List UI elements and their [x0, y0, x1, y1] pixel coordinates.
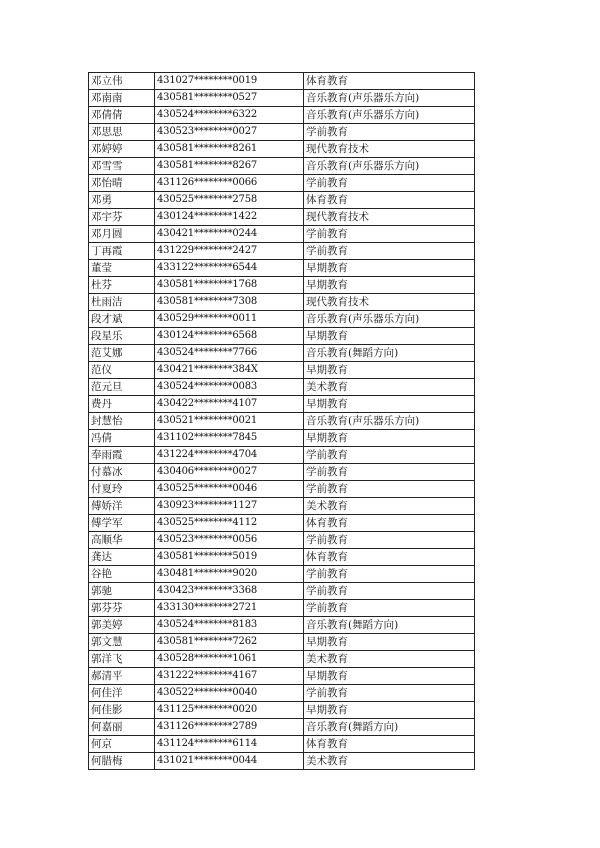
major-cell: 早期教育	[304, 634, 475, 651]
major-cell: 早期教育	[304, 328, 475, 345]
table-row	[89, 464, 475, 481]
major-cell: 早期教育	[304, 430, 475, 447]
name-cell: 杜芬	[89, 277, 155, 294]
id-number-cell: 430524********7766	[155, 345, 304, 362]
major-cell: 美术教育	[304, 651, 475, 668]
name-cell: 何佳影	[89, 702, 155, 719]
major-cell: 学前教育	[304, 464, 475, 481]
table-row	[89, 192, 475, 209]
id-number-cell: 431229********2427	[155, 243, 304, 260]
name-cell: 封慧怡	[89, 413, 155, 430]
id-number-cell: 431102********7845	[155, 430, 304, 447]
name-cell: 范仪	[89, 362, 155, 379]
major-cell: 音乐教育(声乐器乐方向)	[304, 413, 475, 430]
id-number-cell: 430421********0244	[155, 226, 304, 243]
id-number-cell: 430581********7262	[155, 634, 304, 651]
id-number-cell: 433122********6544	[155, 260, 304, 277]
table-row	[89, 600, 475, 617]
major-cell: 音乐教育(舞蹈方向)	[304, 345, 475, 362]
table-row	[89, 209, 475, 226]
id-number-cell: 430581********1768	[155, 277, 304, 294]
major-cell: 体育教育	[304, 73, 475, 90]
major-cell: 早期教育	[304, 260, 475, 277]
major-cell: 音乐教育(声乐器乐方向)	[304, 311, 475, 328]
major-cell: 学前教育	[304, 481, 475, 498]
major-cell: 学前教育	[304, 532, 475, 549]
major-cell: 学前教育	[304, 243, 475, 260]
table-row	[89, 396, 475, 413]
id-number-cell: 430581********5019	[155, 549, 304, 566]
name-cell: 邓勇	[89, 192, 155, 209]
id-number-cell: 431224********4704	[155, 447, 304, 464]
table-row	[89, 243, 475, 260]
table-row	[89, 566, 475, 583]
id-number-cell: 430581********8267	[155, 158, 304, 175]
name-cell: 谷艳	[89, 566, 155, 583]
major-cell: 学前教育	[304, 124, 475, 141]
name-cell: 费丹	[89, 396, 155, 413]
id-number-cell: 431027********0019	[155, 73, 304, 90]
id-number-cell: 430523********0027	[155, 124, 304, 141]
major-cell: 现代教育技术	[304, 141, 475, 158]
name-cell: 何佳洋	[89, 685, 155, 702]
table-row	[89, 175, 475, 192]
name-cell: 傅学军	[89, 515, 155, 532]
id-number-cell: 431021********0044	[155, 753, 304, 770]
major-cell: 早期教育	[304, 277, 475, 294]
table-row	[89, 158, 475, 175]
id-number-cell: 433130********2721	[155, 600, 304, 617]
table-row	[89, 719, 475, 736]
name-cell: 段星乐	[89, 328, 155, 345]
id-number-cell: 430521********0021	[155, 413, 304, 430]
major-cell: 学前教育	[304, 175, 475, 192]
id-number-cell: 430481********9020	[155, 566, 304, 583]
major-cell: 早期教育	[304, 362, 475, 379]
id-number-cell: 431126********0066	[155, 175, 304, 192]
name-cell: 冯倩	[89, 430, 155, 447]
major-cell: 学前教育	[304, 566, 475, 583]
major-cell: 音乐教育(舞蹈方向)	[304, 617, 475, 634]
name-cell: 郭美婷	[89, 617, 155, 634]
id-number-cell: 430422********4107	[155, 396, 304, 413]
id-number-cell: 430581********0527	[155, 90, 304, 107]
table-row	[89, 651, 475, 668]
id-number-cell: 430525********2758	[155, 192, 304, 209]
name-cell: 郭洋飞	[89, 651, 155, 668]
id-number-cell: 430406********0027	[155, 464, 304, 481]
name-cell: 段才斌	[89, 311, 155, 328]
name-cell: 邓月圆	[89, 226, 155, 243]
id-number-cell: 430524********6322	[155, 107, 304, 124]
table-row	[89, 379, 475, 396]
name-cell: 何腊梅	[89, 753, 155, 770]
table-row	[89, 141, 475, 158]
major-cell: 学前教育	[304, 685, 475, 702]
table-row	[89, 481, 475, 498]
table-row	[89, 498, 475, 515]
student-table	[88, 72, 475, 770]
id-number-cell: 430525********4112	[155, 515, 304, 532]
table-row	[89, 413, 475, 430]
name-cell: 邓婷婷	[89, 141, 155, 158]
major-cell: 体育教育	[304, 549, 475, 566]
name-cell: 郭芬芬	[89, 600, 155, 617]
major-cell: 美术教育	[304, 498, 475, 515]
name-cell: 范艾娜	[89, 345, 155, 362]
id-number-cell: 430528********1061	[155, 651, 304, 668]
name-cell: 邓怡晴	[89, 175, 155, 192]
table-row	[89, 532, 475, 549]
id-number-cell: 430523********0056	[155, 532, 304, 549]
table-row	[89, 311, 475, 328]
id-number-cell: 430923********1127	[155, 498, 304, 515]
student-table-body	[89, 73, 475, 770]
name-cell: 邓立伟	[89, 73, 155, 90]
name-cell: 杜雨洁	[89, 294, 155, 311]
major-cell: 体育教育	[304, 192, 475, 209]
table-row	[89, 107, 475, 124]
major-cell: 学前教育	[304, 226, 475, 243]
id-number-cell: 430581********7308	[155, 294, 304, 311]
name-cell: 龚达	[89, 549, 155, 566]
table-row	[89, 260, 475, 277]
major-cell: 美术教育	[304, 753, 475, 770]
table-row	[89, 736, 475, 753]
major-cell: 美术教育	[304, 379, 475, 396]
id-number-cell: 430522********0040	[155, 685, 304, 702]
major-cell: 体育教育	[304, 515, 475, 532]
major-cell: 音乐教育(声乐器乐方向)	[304, 90, 475, 107]
name-cell: 邓思思	[89, 124, 155, 141]
name-cell: 何嘉丽	[89, 719, 155, 736]
table-row	[89, 362, 475, 379]
id-number-cell: 431126********2789	[155, 719, 304, 736]
major-cell: 音乐教育(声乐器乐方向)	[304, 158, 475, 175]
name-cell: 邓倩倩	[89, 107, 155, 124]
id-number-cell: 430524********8183	[155, 617, 304, 634]
table-row	[89, 634, 475, 651]
major-cell: 早期教育	[304, 668, 475, 685]
table-row	[89, 226, 475, 243]
major-cell: 早期教育	[304, 396, 475, 413]
id-number-cell: 430529********0011	[155, 311, 304, 328]
name-cell: 邓雪雪	[89, 158, 155, 175]
major-cell: 音乐教育(声乐器乐方向)	[304, 107, 475, 124]
table-row	[89, 617, 475, 634]
id-number-cell: 430581********8261	[155, 141, 304, 158]
table-row	[89, 430, 475, 447]
id-number-cell: 430524********0083	[155, 379, 304, 396]
id-number-cell: 431125********0020	[155, 702, 304, 719]
table-row	[89, 345, 475, 362]
name-cell: 何京	[89, 736, 155, 753]
table-row	[89, 685, 475, 702]
name-cell: 付慕冰	[89, 464, 155, 481]
table-row	[89, 583, 475, 600]
table-row	[89, 90, 475, 107]
table-row	[89, 73, 475, 90]
major-cell: 现代教育技术	[304, 294, 475, 311]
name-cell: 高顺华	[89, 532, 155, 549]
name-cell: 邓宇芬	[89, 209, 155, 226]
id-number-cell: 430525********0046	[155, 481, 304, 498]
major-cell: 现代教育技术	[304, 209, 475, 226]
table-row	[89, 294, 475, 311]
major-cell: 学前教育	[304, 583, 475, 600]
table-row	[89, 753, 475, 770]
id-number-cell: 431124********6114	[155, 736, 304, 753]
major-cell: 学前教育	[304, 447, 475, 464]
name-cell: 傅娇洋	[89, 498, 155, 515]
id-number-cell: 430423********3368	[155, 583, 304, 600]
name-cell: 郭驰	[89, 583, 155, 600]
major-cell: 体育教育	[304, 736, 475, 753]
major-cell: 早期教育	[304, 702, 475, 719]
table-row	[89, 549, 475, 566]
name-cell: 郝清平	[89, 668, 155, 685]
table-row	[89, 124, 475, 141]
table-row	[89, 668, 475, 685]
name-cell: 丁再霞	[89, 243, 155, 260]
name-cell: 郭文慧	[89, 634, 155, 651]
id-number-cell: 431222********4167	[155, 668, 304, 685]
table-row	[89, 702, 475, 719]
table-row	[89, 515, 475, 532]
id-number-cell: 430421********384X	[155, 362, 304, 379]
table-row	[89, 277, 475, 294]
name-cell: 付夏玲	[89, 481, 155, 498]
name-cell: 邓南南	[89, 90, 155, 107]
major-cell: 学前教育	[304, 600, 475, 617]
name-cell: 范元旦	[89, 379, 155, 396]
name-cell: 董莹	[89, 260, 155, 277]
id-number-cell: 430124********6568	[155, 328, 304, 345]
id-number-cell: 430124********1422	[155, 209, 304, 226]
table-row	[89, 328, 475, 345]
table-row	[89, 447, 475, 464]
major-cell: 音乐教育(舞蹈方向)	[304, 719, 475, 736]
name-cell: 奉雨霞	[89, 447, 155, 464]
